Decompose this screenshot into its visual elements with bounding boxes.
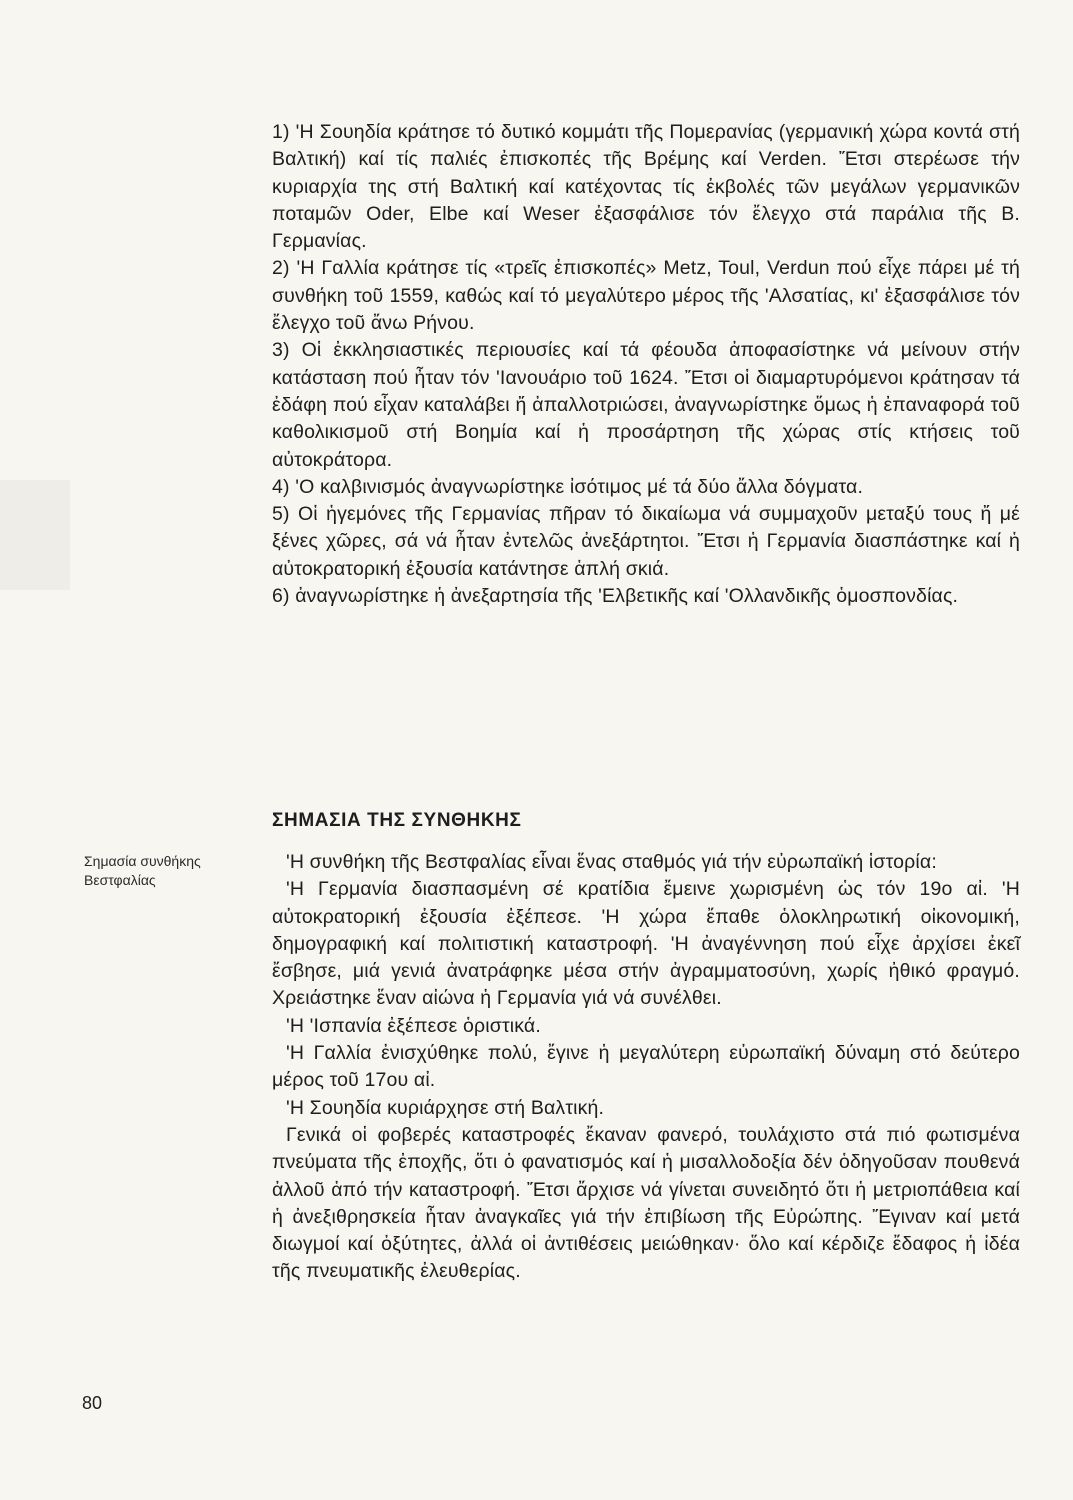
section-paragraph-2: 'Η Γερμανία διασπασμένη σέ κρατίδια ἔμεινε χωρισμένη ὡς τόν 19ο αἰ. 'Η αὐτοκρατορική ἐξουσία ἐξέπεσε. 'Η χώρα ἔπαθε ὁλοκληρωτική οἰκονομική, δημογραφική καί πολιτιστική καταστροφή. 'Η ἀναγέννηση πού εἶχε ἀρχίσει ἐκεῖ ἔσβησε, μιά γενιά ἀνατράφηκε μέσα στήν ἀγραμματοσύνη, χωρίς ἠθικό φραγμό. Χρειάστηκε ἕναν αἰώνα ἡ Γερμανία γιά νά συνέλθει. <box>272 878 1020 1010</box>
section-heading: ΣΗΜΑΣΙΑ ΤΗΣ ΣΥΝΘΗΚΗΣ <box>272 810 522 831</box>
section-body <box>272 849 1020 1286</box>
page-number: 80 <box>82 1393 103 1413</box>
term-paragraph-1: 1) 'Η Σουηδία κράτησε τό δυτικό κομμάτι τῆς Πομερανίας (γερμανική χώρα κοντά στή Βαλτική) καί τίς παλιές ἐπισκοπές τῆς Βρέμης καί Verden. Ἔτσι στερέωσε τήν κυριαρχία της στή Βαλτική καί κατέχοντας τίς ἐκβολές τῶν μεγάλων γερμανικῶν ποταμῶν Oder, Elbe καί Weser ἐξασφάλισε τόν ἔλεγχο στά παράλια τῆς Β. Γερμανίας. <box>272 121 1020 253</box>
section-paragraph-1: 'Η συνθήκη τῆς Βεστφαλίας εἶναι ἕνας σταθμός γιά τήν εὐρωπαϊκή ἱστορία: <box>286 851 937 873</box>
section-paragraph-3: 'Η 'Ισπανία ἐξέπεσε ὁριστικά. <box>286 1014 541 1037</box>
term-paragraph-3: 3) Οἱ ἐκκλησιαστικές περιουσίες καί τά φέουδα ἀποφασίστηκε νά μείνουν στήν κατάσταση πού ἦταν τόν 'Ιανουάριο τοῦ 1624. Ἔτσι οἱ διαμαρτυρόμενοι κράτησαν τά ἐδάφη πού εἶχαν καταλάβει ἤ ἀπαλλοτριώσει, ἀναγνωρίστηκε ὅμως ἡ ἐπαναφορά τοῦ καθολικισμοῦ στή Βοημία καί ἡ προσάρτηση τῆς χώρας στίς κτήσεις τοῦ αὐτοκράτορα. <box>272 339 1020 471</box>
section-paragraph-4: 'Η Γαλλία ἐνισχύθηκε πολύ, ἔγινε ἡ μεγαλύτερη εὐρωπαϊκή δύναμη στό δεύτερο μέρος τοῦ 17ου αἰ. <box>272 1042 1020 1092</box>
term-paragraph-6: 6) ἀναγνωρίστηκε ἡ ἀνεξαρτησία τῆς 'Ελβετικῆς καί 'Ολλανδικῆς ὁμοσπονδίας. <box>272 585 959 608</box>
term-paragraph-2: 2) 'Η Γαλλία κράτησε τίς «τρεῖς ἐπισκοπές» Metz, Toul, Verdun πού εἶχε πάρει μέ τή συνθήκη τοῦ 1559, καθώς καί τό μεγαλύτερο μέρος τῆς 'Αλσατίας, κι' ἐξασφάλισε τόν ἔλεγχο τοῦ ἄνω Ρήνου. <box>272 257 1020 335</box>
section-paragraph-5: 'Η Σουηδία κυριάρχησε στή Βαλτική. <box>286 1096 605 1119</box>
treaty-terms-list <box>272 119 1020 610</box>
term-paragraph-4: 4) 'Ο καλβινισμός ἀναγνωρίστηκε ἰσότιμος μέ τά δύο ἄλλα δόγματα. <box>272 475 864 498</box>
term-paragraph-5: 5) Οἱ ἡγεμόνες τῆς Γερμανίας πῆραν τό δικαίωμα νά συμμαχοῦν μεταξύ τους ἤ μέ ξένες χῶρες, σά νά ἦταν ἐντελῶς ἀνεξάρτητοι. Ἔτσι ἡ Γερμανία διασπάστηκε καί ἡ αὐτοκρατορική ἐξουσία κατάντησε ἁπλή σκιά. <box>272 503 1020 580</box>
margin-note: Σημασία συνθήκης Βεστφαλίας <box>84 853 201 888</box>
section-paragraph-6: Γενικά οἱ φοβερές καταστροφές ἔκαναν φανερό, τουλάχιστο στά πιό φωτισμένα πνεύματα τῆς ἐποχῆς, ὅτι ὁ φανατισμός καί ἡ μισαλλοδοξία δέν ὁδηγοῦσαν πουθενά ἀλλοῦ ἀπό τήν καταστροφή. Ἔτσι ἄρχισε νά γίνεται συνειδητό ὅτι ἡ μετριοπάθεια καί ἡ ἀνεξιθρησκεία ἦταν ἀναγκαῖες γιά τήν ἐπιβίωση τῆς Εὐρώπης. Ἔγιναν καί μετά διωγμοί καί ὀξύτητες, ἀλλά οἱ ἀντιθέσεις μειώθηκαν· ὅλο καί κέρδιζε ἔδαφος ἡ ἰδέα τῆς πνευματικῆς ἐλευθερίας. <box>272 1123 1020 1283</box>
show-through-shade <box>0 480 70 590</box>
